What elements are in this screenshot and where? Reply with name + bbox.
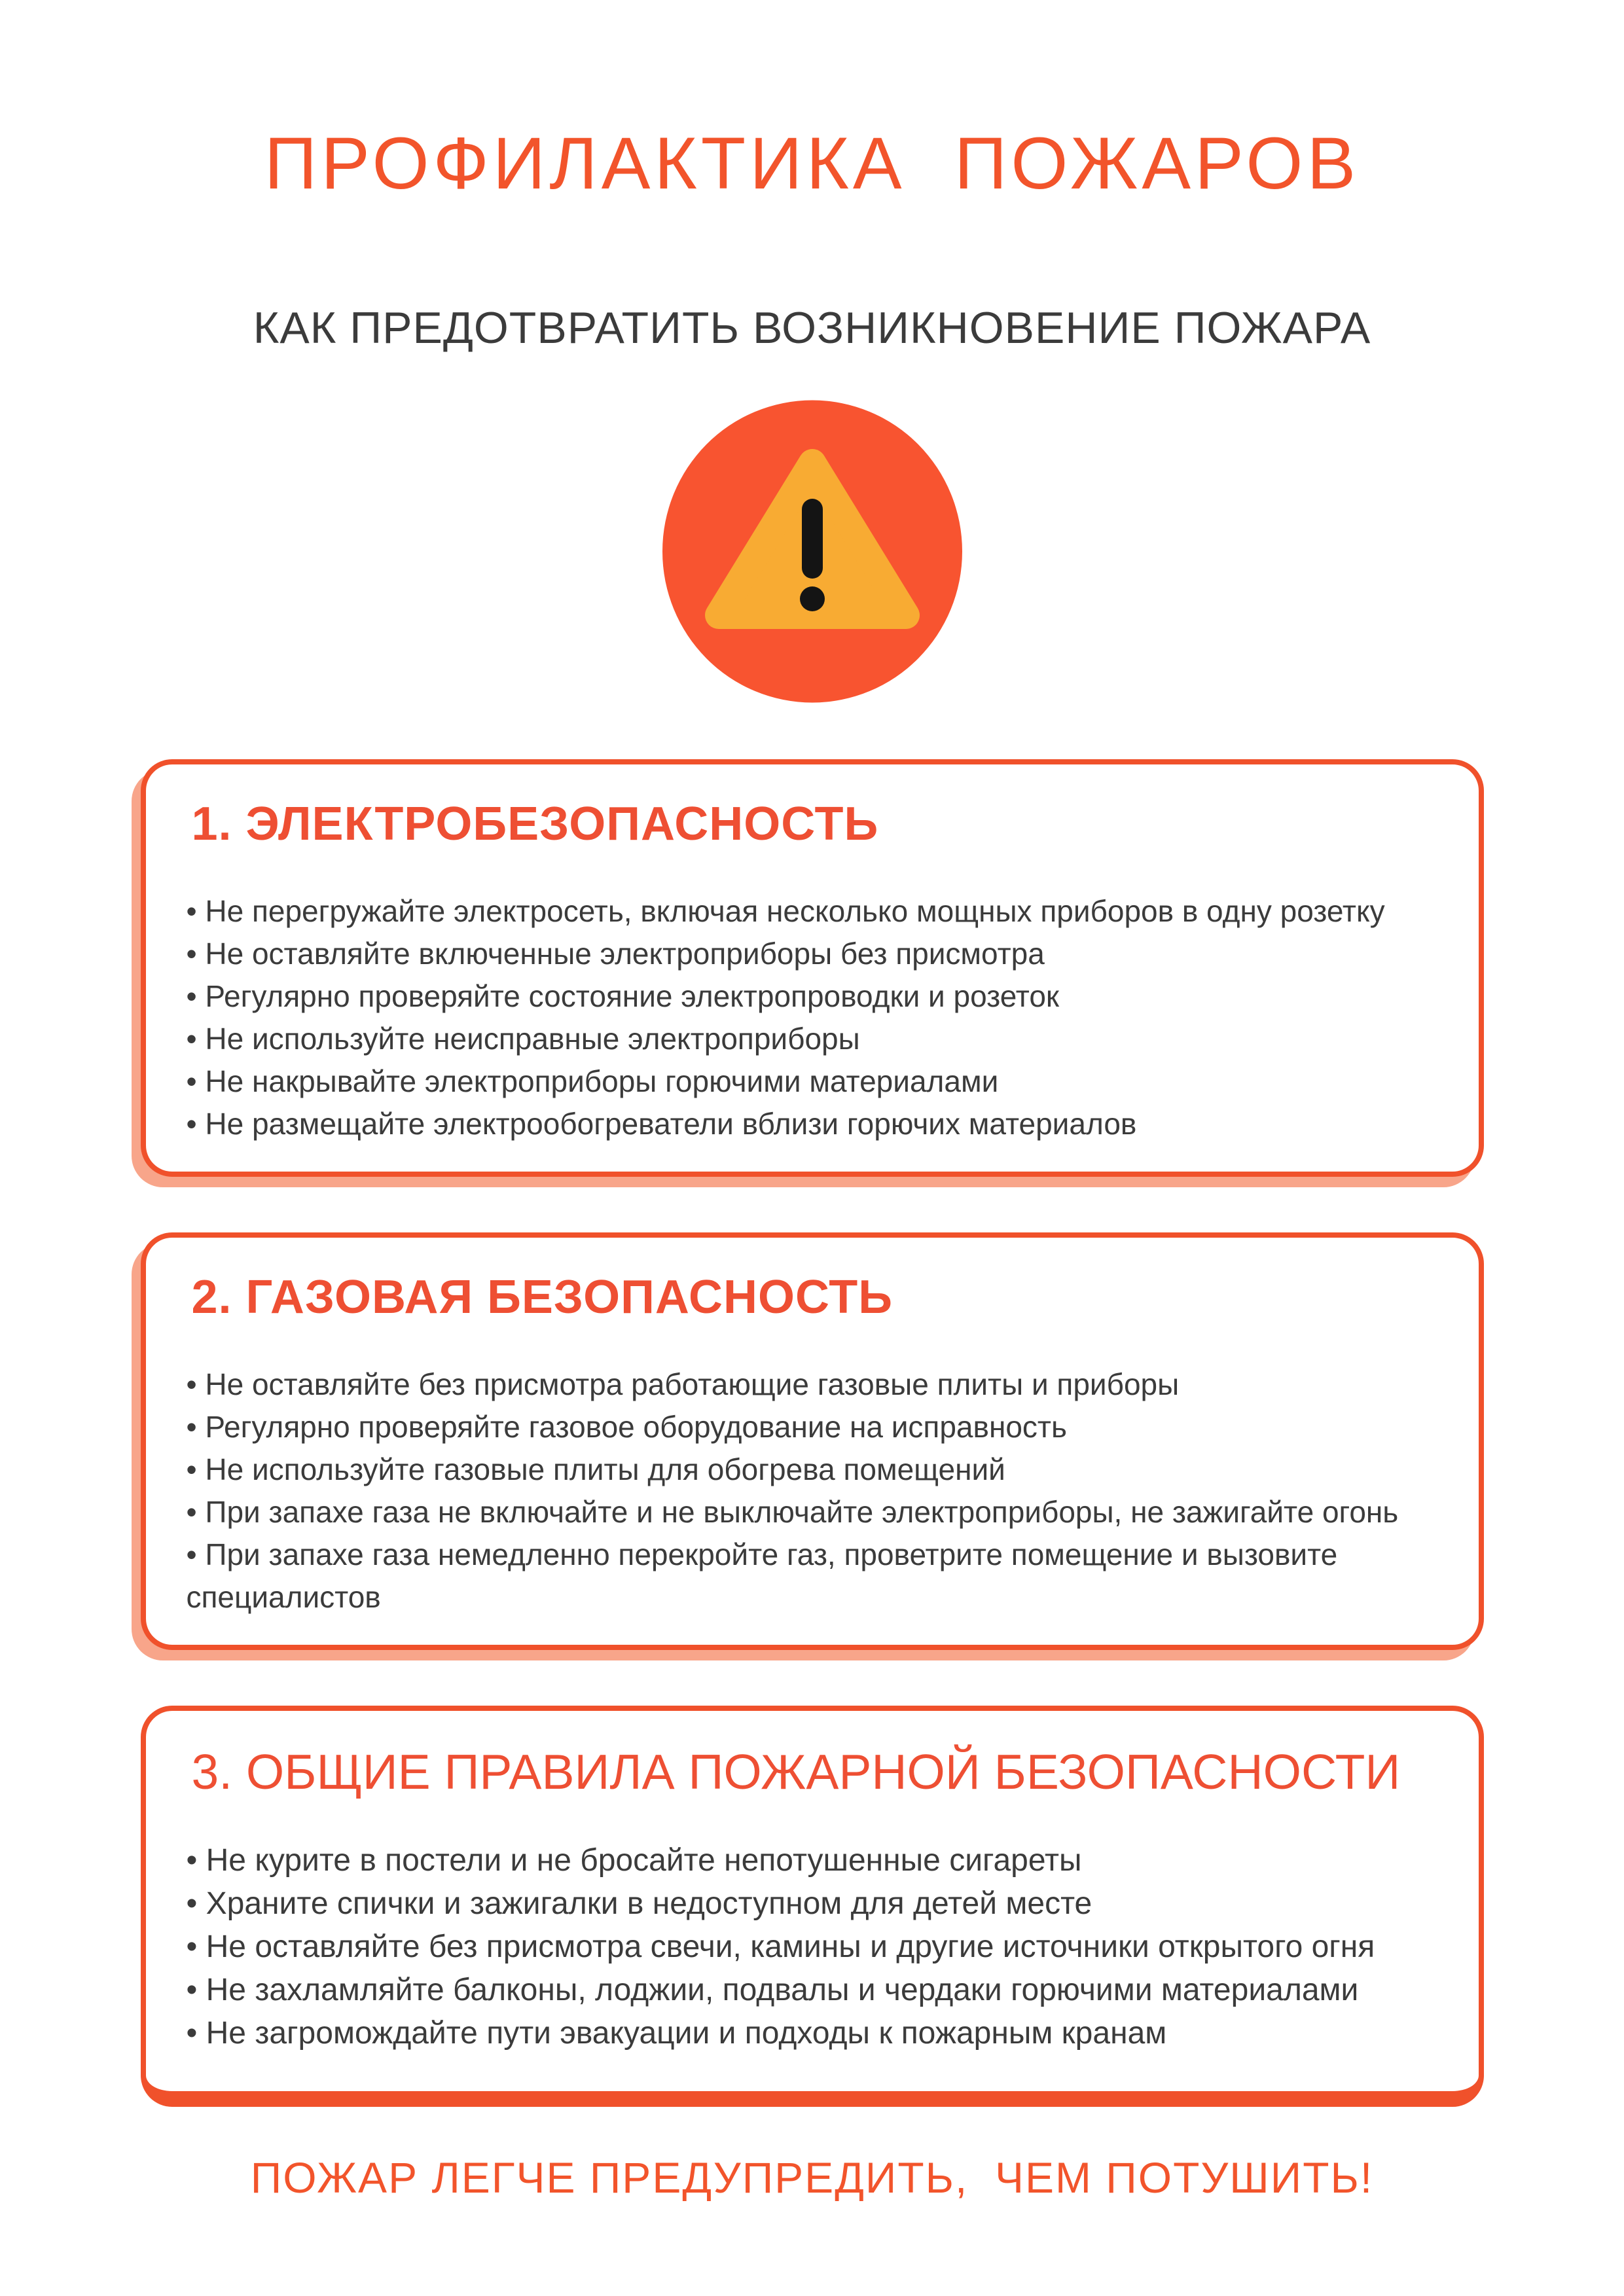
section-electrical-safety — [141, 759, 1484, 1177]
section-heading: 2. ГАЗОВАЯ БЕЗОПАСНОСТЬ — [191, 1271, 893, 1323]
page-title: ПРОФИЛАКТИКА ПОЖАРОВ — [264, 122, 1360, 204]
bullet-item: • Не используйте неисправные электроприборы — [187, 1018, 1470, 1060]
bullet-item: • Не перегружайте электросеть, включая несколько мощных приборов в одну розетку — [187, 890, 1470, 933]
bullet-item: • При запахе газа немедленно перекройте газ, проветрите помещение и вызовите специалистов — [187, 1534, 1470, 1619]
exclamation-dot — [800, 586, 825, 611]
bullet-item: • Не загромождайте пути эвакуации и подходы к пожарным кранам — [187, 2012, 1470, 2055]
bullet-item: • Не захламляйте балконы, лоджии, подвалы и чердаки горючими материалами — [187, 1969, 1470, 2012]
bullet-item: • Не курите в постели и не бросайте непотушенные сигареты — [187, 1839, 1470, 1882]
bullet-item: • Регулярно проверяйте газовое оборудование на исправность — [187, 1406, 1470, 1448]
bullet-item: • Храните спички и зажигалки в недоступном для детей месте — [187, 1882, 1470, 1926]
bullet-item: • Не оставляйте без присмотра свечи, камины и другие источники открытого огня — [187, 1926, 1470, 1969]
bullet-list — [187, 1363, 1470, 1619]
bullet-item: • Не оставляйте включенные электроприборы без присмотра — [187, 933, 1470, 975]
section-heading: 3. ОБЩИЕ ПРАВИЛА ПОЖАРНОЙ БЕЗОПАСНОСТИ — [191, 1744, 1401, 1799]
warning-icon — [661, 399, 964, 704]
page-subtitle: КАК ПРЕДОТВРАТИТЬ ВОЗНИКНОВЕНИЕ ПОЖАРА — [253, 303, 1371, 353]
footer-slogan: ПОЖАР ЛЕГЧЕ ПРЕДУПРЕДИТЬ, ЧЕМ ПОТУШИТЬ! — [250, 2153, 1374, 2202]
bullet-item: • Не размещайте электрообогреватели вблизи горючих материалов — [187, 1103, 1470, 1145]
bullet-item: • Не оставляйте без присмотра работающие газовые плиты и приборы — [187, 1363, 1470, 1406]
bullet-list — [187, 1839, 1470, 2055]
warning-icon-graphic — [661, 399, 964, 704]
exclamation-bar — [802, 499, 823, 579]
section-gas-safety — [141, 1232, 1484, 1650]
bullet-item: • Не накрывайте электроприборы горючими материалами — [187, 1060, 1470, 1103]
section-heading: 1. ЭЛЕКТРОБЕЗОПАСНОСТЬ — [191, 798, 879, 850]
bullet-item: • При запахе газа не включайте и не выключайте электроприборы, не зажигайте огонь — [187, 1491, 1470, 1534]
bullet-list — [187, 890, 1470, 1145]
section-general-fire-safety — [141, 1706, 1484, 2107]
bullet-item: • Регулярно проверяйте состояние электропроводки и розеток — [187, 975, 1470, 1018]
bullet-item: • Не используйте газовые плиты для обогрева помещений — [187, 1448, 1470, 1491]
